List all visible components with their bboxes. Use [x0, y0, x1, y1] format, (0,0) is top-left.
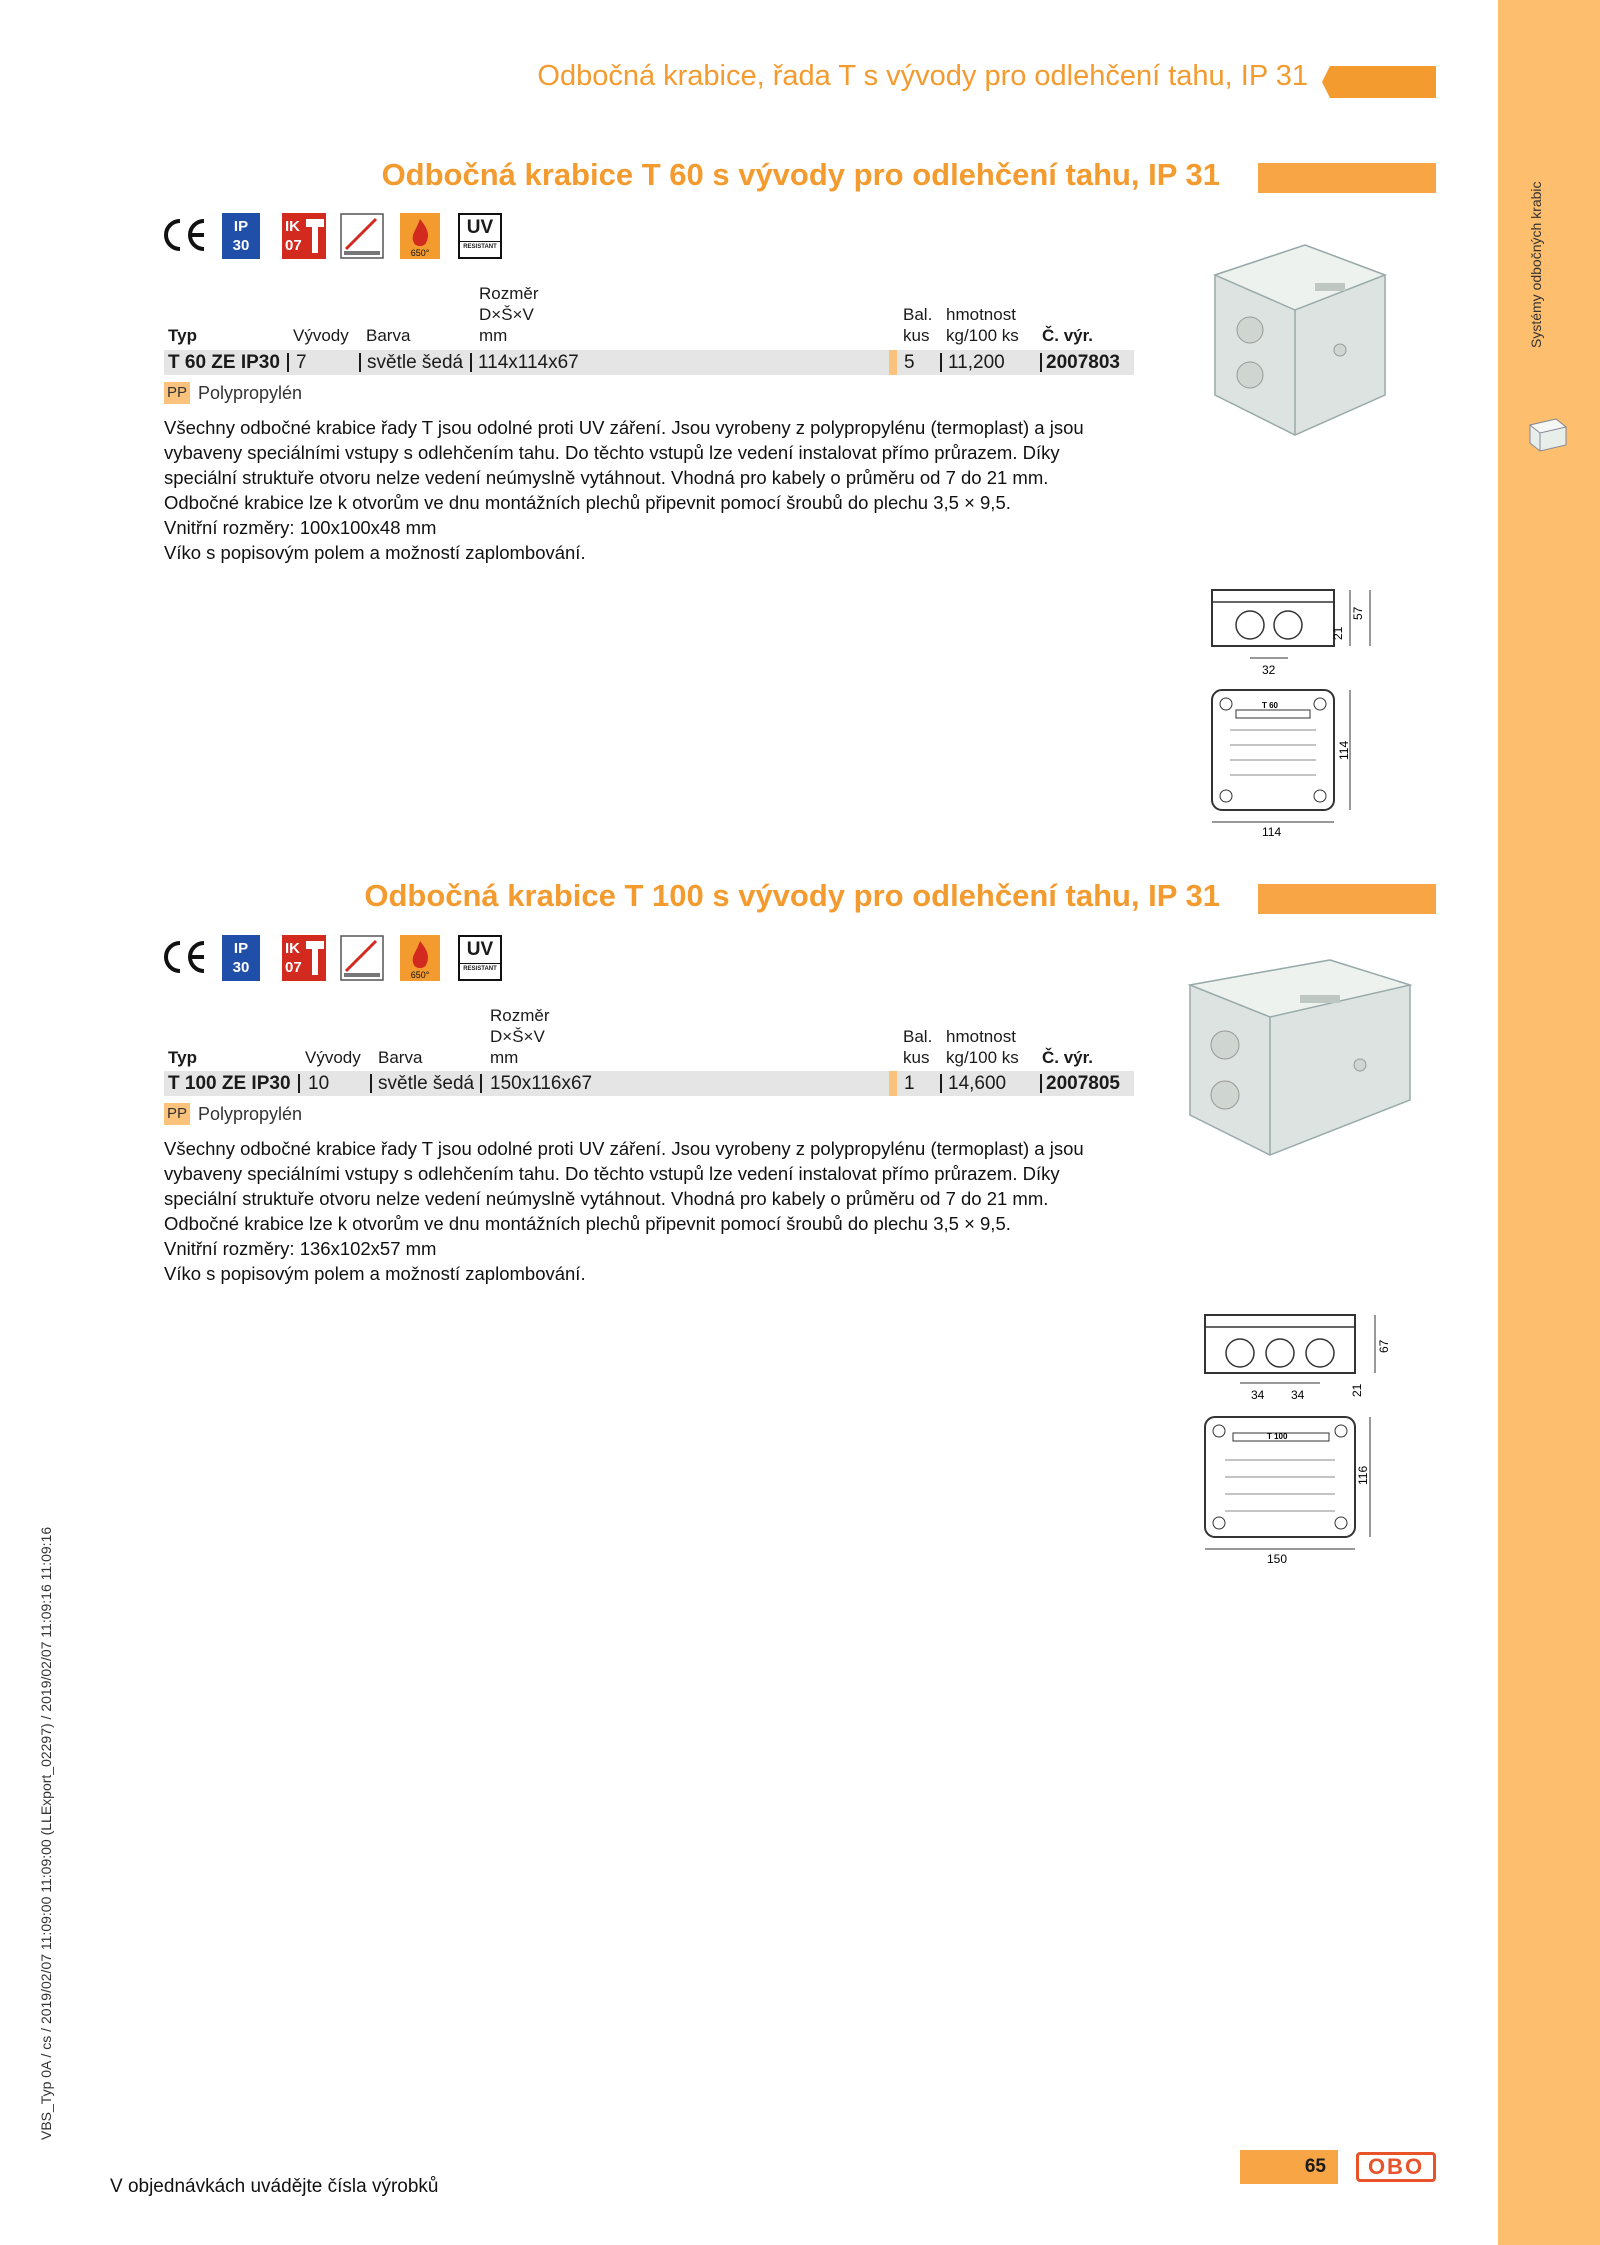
ik07-icon: IK 07 [282, 935, 326, 981]
footer-note: V objednávkách uvádějte čísla výrobků [110, 2176, 439, 2197]
cell-hmotnost: 14,600 [948, 1073, 1007, 1094]
header-tab-marker [1322, 66, 1436, 98]
table-row [164, 1071, 1134, 1096]
svg-text:T 60: T 60 [1262, 701, 1279, 710]
col-header-rozmer: Rozměr D×Š×V mm [479, 284, 539, 345]
col-header-barva: Barva [366, 326, 411, 345]
col-header-bal: Bal. kus [903, 305, 933, 345]
cell-bal: 1 [904, 1073, 915, 1094]
section-title: Odbočná krabice T 60 s vývody pro odlehčení tahu, IP 31 [381, 157, 1220, 192]
col-header-bal: Bal. kus [903, 1027, 933, 1067]
svg-text:21: 21 [1331, 626, 1345, 640]
cell-cislo: 2007803 [1046, 352, 1120, 373]
ip30-icon: IP 30 [222, 935, 260, 981]
col-header-typ: Typ [168, 1048, 197, 1067]
col-header-rozmer: Rozměr D×Š×V mm [490, 1006, 550, 1067]
product-photo-t60 [1195, 235, 1395, 445]
cell-vyvody: 7 [296, 352, 307, 373]
junction-box-thumbnail-icon [1526, 415, 1570, 453]
side-chapter-label: Systémy odbočných krabic [1528, 181, 1544, 349]
ce-mark-icon [160, 217, 210, 253]
svg-text:650°: 650° [410, 248, 430, 258]
glow-wire-650-icon [400, 213, 440, 259]
svg-text:116: 116 [1356, 1465, 1370, 1485]
svg-text:21: 21 [1350, 1383, 1364, 1397]
technical-drawing-t100 [1195, 1305, 1415, 1565]
svg-text:57: 57 [1351, 606, 1365, 620]
col-header-cislo: Č. výr. [1042, 1048, 1094, 1067]
material-badge: PP [164, 1103, 190, 1125]
cell-cislo: 2007805 [1046, 1073, 1120, 1094]
svg-text:67: 67 [1377, 1339, 1391, 1353]
svg-text:32: 32 [1262, 663, 1276, 677]
svg-text:34: 34 [1291, 1388, 1305, 1402]
fluid-proof-icon [340, 213, 384, 259]
uv-resistant-icon: UV RESISTANT [458, 935, 502, 981]
glow-wire-650-icon [400, 935, 440, 981]
svg-text:T 100: T 100 [1267, 1432, 1288, 1441]
material-text: Polypropylén [198, 383, 303, 403]
section-title-bar [1258, 163, 1436, 193]
col-header-typ: Typ [168, 326, 197, 345]
table-row [164, 350, 1134, 375]
svg-text:150: 150 [1267, 1552, 1288, 1565]
cell-rozmer: 150x116x67 [490, 1073, 593, 1094]
cell-bal: 5 [904, 352, 915, 373]
col-header-hmotnost: hmotnost kg/100 ks [946, 305, 1019, 345]
cell-typ: T 100 ZE IP30 [168, 1073, 291, 1094]
svg-text:650°: 650° [410, 970, 430, 980]
page-number: 65 [1240, 2150, 1338, 2184]
cell-vyvody: 10 [308, 1073, 330, 1094]
svg-text:114: 114 [1262, 825, 1282, 839]
description: Všechny odbočné krabice řady T jsou odolné proti UV záření. Jsou vyrobeny z polypropylénu (termoplast) a jsou vybaveny speciálními vstupy s odlehčením tahu. Do těchto vstupů lze vedení instalovat přímo průrazem. Díky speciální struktuře otvoru nelze vedení neúmyslně vytáhnout. Vhodná pro kabely o průměru od 7 do 21 mm. Odbočné krabice lze k otvorům ve dnu montážních plechů připevnit pomocí šroubů do plechu 3,5 × 9,5. Vnitřní rozměry: 136x102x57 mm Víko s popisovým polem a možností zaplombování. [164, 1138, 1084, 1284]
col-header-vyvody: Vývody [305, 1048, 361, 1067]
ip30-icon: IP 30 [222, 213, 260, 259]
cell-barva: světle šedá [367, 352, 464, 373]
section-title-bar [1258, 884, 1436, 914]
material-badge: PP [164, 382, 190, 404]
cell-hmotnost: 11,200 [948, 352, 1005, 373]
print-stamp: VBS_Typ 0A / cs / 2019/02/07 11:09:00 11:09:00 (LLExport_02297) / 2019/02/07 11:09:16 11:09:16 [38, 1526, 54, 2140]
col-header-vyvody: Vývody [293, 326, 349, 345]
section-title: Odbočná krabice T 100 s vývody pro odlehčení tahu, IP 31 [364, 878, 1220, 913]
svg-text:34: 34 [1251, 1388, 1265, 1402]
ik07-icon: IK 07 [282, 213, 326, 259]
col-header-hmotnost: hmotnost kg/100 ks [946, 1027, 1019, 1067]
cell-barva: světle šedá [378, 1073, 475, 1094]
material-text: Polypropylén [198, 1104, 303, 1124]
fluid-proof-icon [340, 935, 384, 981]
col-header-barva: Barva [378, 1048, 423, 1067]
cell-rozmer: 114x114x67 [478, 352, 579, 373]
running-header-title: Odbočná krabice, řada T s vývody pro odlehčení tahu, IP 31 [537, 60, 1308, 92]
svg-text:114: 114 [1337, 740, 1351, 760]
cell-typ: T 60 ZE IP30 [168, 352, 280, 373]
uv-resistant-icon: UV RESISTANT [458, 213, 502, 259]
description: Všechny odbočné krabice řady T jsou odolné proti UV záření. Jsou vyrobeny z polypropylénu (termoplast) a jsou vybaveny speciálními vstupy s odlehčením tahu. Do těchto vstupů lze vedení instalovat přímo průrazem. Díky speciální struktuře otvoru nelze vedení neúmyslně vytáhnout. Vhodná pro kabely o průměru od 7 do 21 mm. Odbočné krabice lze k otvorům ve dnu montážních plechů připevnit pomocí šroubů do plechu 3,5 × 9,5. Vnitřní rozměry: 100x100x48 mm Víko s popisovým polem a možností zaplombování. [164, 417, 1084, 563]
product-photo-t100 [1180, 955, 1420, 1165]
obo-logo: OBO [1356, 2152, 1436, 2182]
ce-mark-icon [160, 939, 210, 975]
col-header-cislo: Č. výr. [1042, 326, 1094, 345]
technical-drawing-t60 [1200, 580, 1400, 840]
